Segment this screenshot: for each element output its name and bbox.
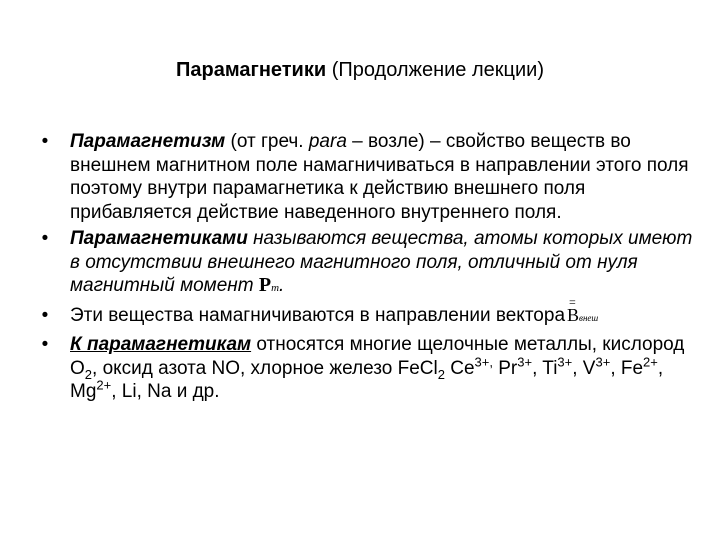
bullet-text: , Fe xyxy=(610,357,644,379)
bullet-text: , Mg xyxy=(70,357,664,402)
bullet-icon: • xyxy=(41,131,49,152)
bullet-text: Ce xyxy=(444,357,475,379)
bullet-text: – возле) – свойство веществ во внешнем магнитном поле намагничиваться в направлении этого поля поэтому внутри парамагнетика к действию внешнего поля прибавляется действие наведенного внутреннего поля. xyxy=(70,131,689,223)
term-paramagnetics: Парамагнетиками xyxy=(70,228,248,249)
bullet-text: относятся многие щелочные металлы, кислород О xyxy=(70,334,685,379)
bullet-icon: • xyxy=(41,334,49,355)
bullet-text: (от греч. xyxy=(225,131,309,152)
symbol-subscript: внеш xyxy=(579,312,599,323)
bullet-list xyxy=(36,130,696,407)
magnetic-moment-symbol xyxy=(259,274,279,301)
bullet-paramagnetic-examples xyxy=(36,333,696,404)
subscript: 2 xyxy=(437,366,445,382)
superscript: 3+, xyxy=(474,354,493,370)
bullet-text: , Ti xyxy=(532,357,558,379)
symbol-subscript: m xyxy=(271,282,280,294)
superscript: 2+ xyxy=(96,377,112,393)
bullet-icon: • xyxy=(41,304,49,326)
title-rest: (Продолжение лекции) xyxy=(326,59,544,81)
term-paramagnetism: Парамагнетизм xyxy=(70,131,226,152)
subscript: 2 xyxy=(84,366,93,382)
bullet-paramagnetics-definition xyxy=(36,227,696,301)
bullet-text: , Li, Na и др. xyxy=(111,381,220,402)
bullet-magnetization-direction xyxy=(36,294,696,331)
symbol-main: B xyxy=(567,304,580,325)
superscript: 2+ xyxy=(643,354,658,370)
bullet-text-italic: para xyxy=(308,131,347,152)
bullet-text: называются вещества, атомы которых имеют в отсутствии внешнего магнитного поля, отличный от нуля магнитный момент xyxy=(70,228,693,296)
bullet-paramagnetism-definition xyxy=(36,130,696,224)
bullet-icon: • xyxy=(41,228,49,249)
superscript: 3+ xyxy=(557,354,573,370)
bullet-text: . xyxy=(279,275,285,296)
vector-bar: = xyxy=(569,294,576,309)
term-to-paramagnetics: К парамагнетикам xyxy=(70,334,252,355)
bullet-text: , V xyxy=(572,357,596,379)
superscript: 3+ xyxy=(595,354,611,370)
symbol-main: P xyxy=(258,274,272,296)
slide-title xyxy=(0,56,720,84)
superscript: 3+ xyxy=(517,354,533,370)
external-field-vector-symbol xyxy=(567,294,599,331)
bullet-text: , оксид азота NO, хлорное железо FeCl xyxy=(92,357,438,379)
title-bold: Парамагнетики xyxy=(176,59,327,81)
bullet-text: Pr xyxy=(492,357,518,379)
bullet-text: Эти вещества намагничиваются в направлении вектора xyxy=(70,304,566,326)
